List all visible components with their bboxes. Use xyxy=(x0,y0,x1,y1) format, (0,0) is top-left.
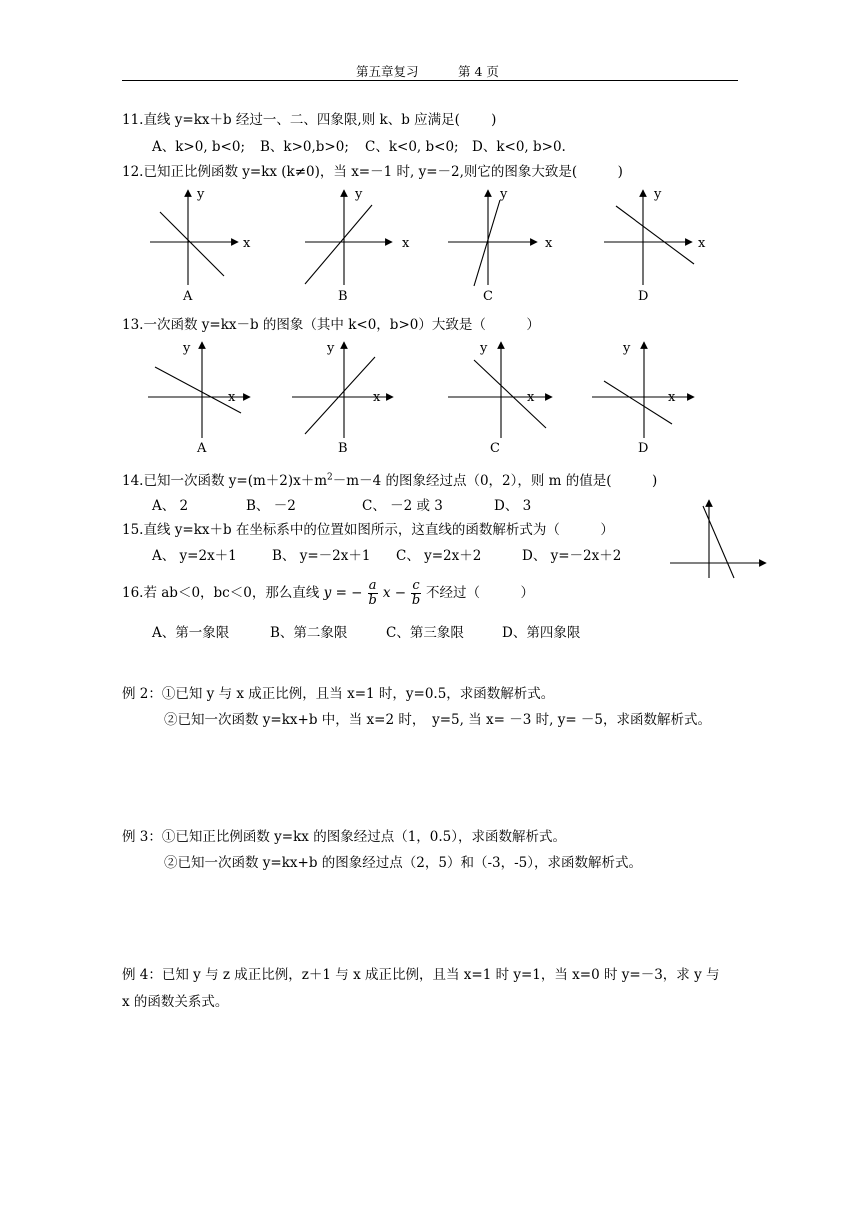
q12-graph-d xyxy=(604,190,694,285)
q12-graph-a xyxy=(150,190,238,285)
q13-d-caption: D xyxy=(638,441,649,456)
graph-line xyxy=(474,360,546,428)
chapter-title: 第五章复习 xyxy=(356,64,419,79)
q13-graph-c xyxy=(448,342,552,438)
page-number: 第 4 页 xyxy=(458,64,499,79)
q13-b-x-label: x xyxy=(373,390,381,405)
q12-b-y-label: y xyxy=(355,187,363,202)
q15-option-d: D、 y=－2x＋2 xyxy=(522,548,622,564)
example-2-part-1: 例 2：①已知 y 与 x 成正比例，且当 x=1 时，y=0.5，求函数解析式。 xyxy=(122,686,555,702)
q16-fraction-a-b xyxy=(368,579,378,608)
q14-stem-post: －m－4 的图象经过点（0，2），则 m 的值是( ) xyxy=(332,473,658,489)
graph-line xyxy=(305,205,372,284)
q12-d-y-label: y xyxy=(654,187,662,202)
q15-graph xyxy=(670,500,766,578)
q14-stem xyxy=(122,469,657,489)
q13-b-caption: B xyxy=(338,441,348,456)
q12-a-caption: A xyxy=(183,289,193,304)
q16-option-b: B、第二象限 xyxy=(270,625,348,641)
q11-stem: 11.直线 y=kx＋b 经过一、二、四象限,则 k、b 应满足( ) xyxy=(122,112,497,128)
q16-eq: = − xyxy=(335,585,363,601)
example-3-part-1: 例 3：①已知正比例函数 y=kx 的图象经过点（1，0.5），求函数解析式。 xyxy=(122,829,567,845)
q16-denominator-b2: b xyxy=(411,593,421,608)
example-3-part-2: ②已知一次函数 y=kx+b 的图象经过点（2，5）和（-3，-5），求函数解析式。 xyxy=(164,855,642,871)
q12-b-caption: B xyxy=(338,289,348,304)
q14-option-c: C、 －2 或 3 xyxy=(362,498,443,514)
q16-stem xyxy=(122,571,534,615)
q15-stem: 15.直线 y=kx＋b 在坐标系中的位置如图所示，这直线的函数解析式为（ ） xyxy=(122,522,614,538)
q12-a-y-label: y xyxy=(197,187,205,202)
q13-d-x-label: x xyxy=(668,390,676,405)
q13-c-x-label: x xyxy=(527,390,535,405)
q12-d-x-label: x xyxy=(698,236,706,251)
q15-option-b: B、 y=－2x＋1 xyxy=(272,548,371,564)
q16-numerator-c: c xyxy=(412,578,420,593)
q13-d-y-label: y xyxy=(623,341,631,356)
q13-c-y-label: y xyxy=(480,341,488,356)
q14-option-a: A、 2 xyxy=(152,498,189,514)
q13-a-caption: A xyxy=(197,441,207,456)
q16-fraction-c-b xyxy=(411,579,420,608)
q16-y: y xyxy=(323,585,332,601)
q16-option-a: A、第一象限 xyxy=(152,625,230,641)
q12-a-x-label: x xyxy=(243,236,251,251)
q16-stem-pre: 16.若 ab＜0，bc＜0，那么直线 xyxy=(122,585,320,601)
graph-line xyxy=(160,212,224,276)
q12-stem: 12.已知正比例函数 y=kx (k≠0)，当 x=－1 时, y=－2,则它的图象大致是( ) xyxy=(122,164,623,180)
q13-c-caption: C xyxy=(490,441,500,456)
q14-option-b: B、 －2 xyxy=(246,498,296,514)
q15-option-c: C、 y=2x＋2 xyxy=(396,548,482,564)
q14-stem-sup: 2 xyxy=(327,472,333,483)
q12-d-caption: D xyxy=(638,289,649,304)
q12-b-x-label: x xyxy=(402,236,410,251)
q13-graph-d xyxy=(592,342,694,438)
q11-option-c: C、k<0, b<0; xyxy=(365,139,459,155)
q12-c-y-label: y xyxy=(500,187,508,202)
q12-c-caption: C xyxy=(483,289,493,304)
q13-a-x-label: x xyxy=(228,390,236,405)
q14-stem-pre: 14.已知一次函数 y=(m＋2)x＋m xyxy=(122,473,328,489)
q11-option-b: B、k>0,b>0; xyxy=(260,139,349,155)
q16-x: x − xyxy=(382,585,407,601)
q11-option-d: D、k<0, b>0. xyxy=(472,139,566,155)
q13-b-y-label: y xyxy=(327,341,335,356)
example-2-part-2: ②已知一次函数 y=kx+b 中，当 x=2 时， y=5, 当 x= －3 时, y= －5，求函数解析式。 xyxy=(164,712,712,728)
example-4-line-2: x 的函数关系式。 xyxy=(122,994,229,1010)
q16-option-d: D、第四象限 xyxy=(502,625,581,641)
q16-stem-post: 不经过（ ） xyxy=(425,585,534,601)
q14-option-d: D、 3 xyxy=(494,498,532,514)
q12-c-x-label: x xyxy=(545,236,553,251)
graph-line xyxy=(703,506,734,578)
graph-line xyxy=(474,200,500,286)
example-4-line-1: 例 4：已知 y 与 z 成正比例，z＋1 与 x 成正比例，且当 x=1 时 y=1，当 x=0 时 y=－3，求 y 与 xyxy=(122,967,720,983)
graph-line xyxy=(305,357,375,434)
graph-line xyxy=(604,381,672,424)
q12-graph-b xyxy=(305,190,392,285)
q15-option-a: A、 y=2x＋1 xyxy=(152,548,237,564)
q11-option-a: A、k>0, b<0; xyxy=(152,139,246,155)
q12-graph-c xyxy=(448,190,537,286)
q13-stem: 13.一次函数 y=kx－b 的图象（其中 k<0，b>0）大致是（ ） xyxy=(122,317,540,333)
graph-line xyxy=(616,206,694,264)
q16-option-c: C、第三象限 xyxy=(386,625,464,641)
q13-a-y-label: y xyxy=(183,341,191,356)
q16-numerator-a: a xyxy=(368,578,377,593)
q16-denominator-b: b xyxy=(368,593,377,608)
